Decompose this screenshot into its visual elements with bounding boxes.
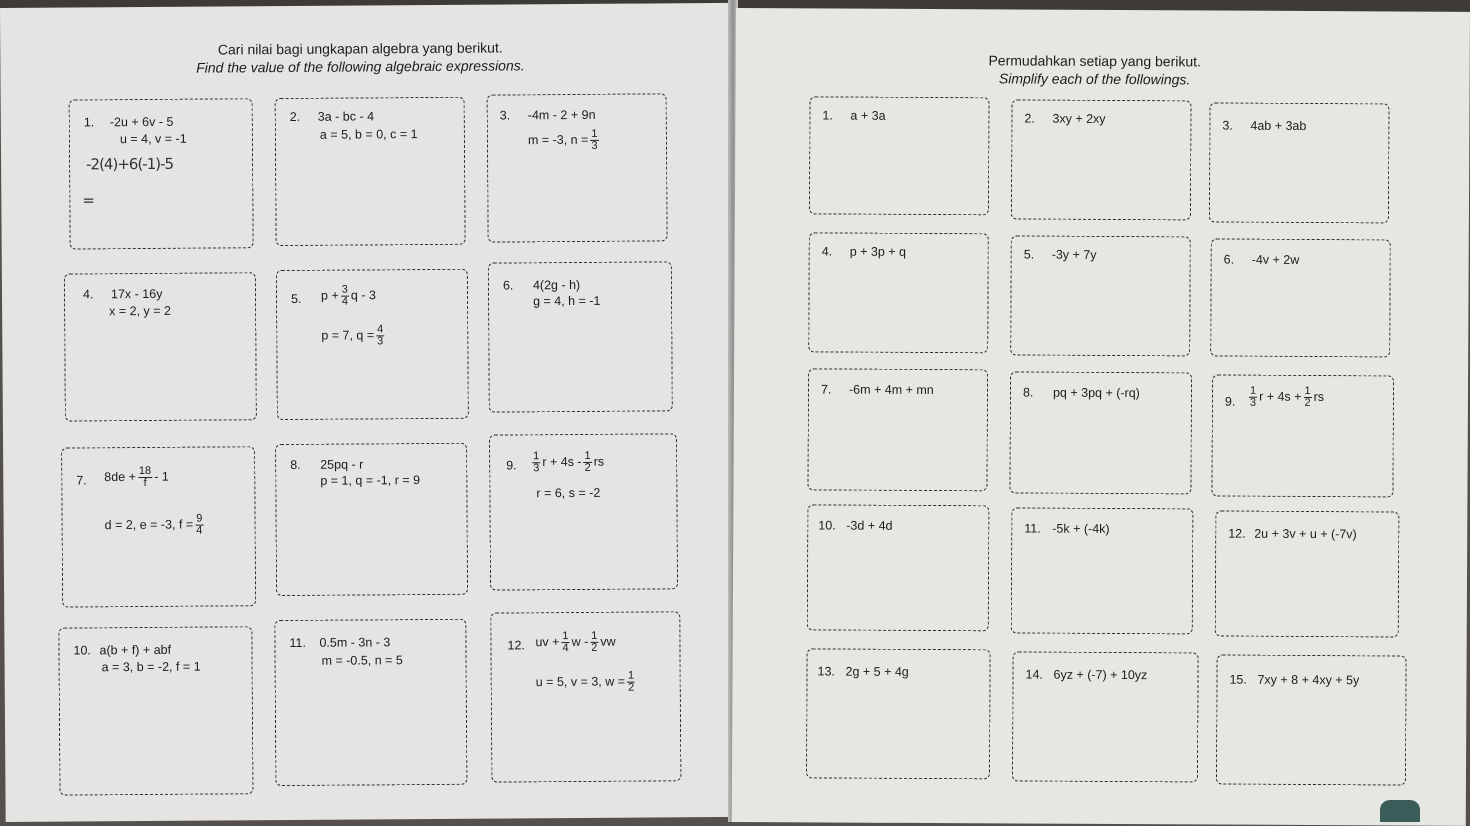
expression: -4m - 2 + 9n [527, 107, 596, 123]
given-values [105, 514, 206, 538]
expression [104, 466, 169, 489]
question-number: 2. [1024, 111, 1035, 126]
expression: -4v + 2w [1251, 252, 1300, 267]
expr-part: p + [320, 288, 339, 303]
question-number: 8. [1022, 385, 1034, 400]
expression: pq + 3pq + (-rq) [1052, 385, 1140, 401]
simplify-box-14[interactable] [1012, 651, 1199, 782]
denominator: 4 [341, 295, 348, 308]
fraction [376, 324, 384, 347]
question-box-6[interactable] [488, 261, 673, 412]
book-corner-decoration [1380, 800, 1420, 822]
expression [535, 631, 615, 655]
simplify-box-7[interactable] [807, 368, 988, 491]
denominator: 3 [1249, 396, 1257, 409]
right-header-english: Simplify each of the followings. [998, 70, 1191, 88]
question-number: 7. [820, 382, 832, 397]
given-values: p = 1, q = -1, r = 9 [320, 473, 421, 488]
question-number: 9. [1224, 394, 1236, 409]
fraction [341, 285, 349, 308]
given-values: m = -0.5, n = 5 [321, 653, 403, 668]
question-number: 3. [499, 108, 511, 123]
question-number: 5. [290, 291, 302, 306]
simplify-box-15[interactable] [1216, 655, 1407, 786]
fraction [195, 514, 203, 537]
question-number: 6. [1223, 252, 1235, 267]
simplify-box-11[interactable] [1011, 507, 1194, 634]
denominator: 3 [377, 335, 384, 348]
expression: 4ab + 3ab [1250, 118, 1307, 133]
question-number: 11. [1024, 521, 1041, 536]
question-number: 12. [1228, 526, 1246, 541]
expression: 2g + 5 + 4g [845, 664, 909, 679]
expr-part: r + 4s + [1259, 389, 1302, 404]
given-values [528, 129, 601, 153]
fraction [561, 631, 569, 654]
question-number: 8. [290, 457, 301, 472]
given-values: u = 4, v = -1 [119, 131, 187, 147]
numerator: 1 [1249, 384, 1257, 397]
simplify-box-5[interactable] [1010, 235, 1191, 356]
numerator: 1 [627, 669, 635, 682]
left-header-english: Find the value of the following algebraic expressions. [196, 57, 525, 76]
question-number: 5. [1023, 247, 1035, 262]
simplify-box-3[interactable] [1209, 102, 1390, 223]
expr-part: rs [1313, 389, 1325, 404]
numerator: 3 [341, 283, 348, 296]
expression: 0.5m - 3n - 3 [319, 635, 391, 650]
numerator: 1 [591, 629, 598, 642]
given-text: u = 5, v = 3, w = [535, 674, 626, 690]
question-box-10[interactable] [58, 626, 253, 795]
denominator: 2 [628, 681, 635, 694]
expression: 3xy + 2xy [1052, 111, 1106, 126]
right-page [732, 8, 1470, 826]
denominator: 3 [591, 139, 598, 152]
question-number: 11. [289, 635, 306, 650]
numerator: 1 [591, 127, 598, 140]
question-number: 3. [1222, 118, 1233, 133]
question-number: 13. [817, 664, 835, 679]
given-values: x = 2, y = 2 [109, 303, 172, 319]
expr-part: uv + [535, 634, 560, 650]
simplify-box-4[interactable] [808, 232, 989, 353]
fraction [1303, 386, 1311, 409]
question-number: 9. [506, 458, 517, 473]
question-number: 2. [289, 109, 301, 124]
question-box-5[interactable] [276, 269, 469, 420]
simplify-box-13[interactable] [806, 648, 991, 779]
denominator: 2 [1304, 396, 1311, 410]
expression [321, 284, 376, 307]
simplify-box-10[interactable] [807, 504, 990, 631]
given-values: r = 6, s = -2 [536, 485, 601, 501]
expression: a(b + f) + abf [99, 642, 172, 658]
question-number: 4. [82, 287, 94, 302]
expression: -2u + 6v - 5 [109, 114, 174, 130]
expr-part: vw [600, 634, 616, 649]
question-number: 1. [83, 115, 95, 130]
given-values: a = 3, b = -2, f = 1 [101, 659, 201, 675]
expression: p + 3p + q [849, 244, 907, 259]
simplify-box-12[interactable] [1215, 511, 1400, 638]
denominator: 3 [533, 462, 540, 475]
handwritten-equals: = [82, 191, 94, 210]
question-box-12[interactable] [490, 611, 681, 782]
expression: 3a - bc - 4 [317, 109, 375, 124]
expression: -6m + 4m + mn [848, 382, 934, 398]
expression: 7xy + 8 + 4xy + 5y [1257, 672, 1360, 688]
simplify-box-9[interactable] [1211, 374, 1394, 497]
expr-part: rs [593, 454, 605, 469]
question-box-2[interactable] [275, 97, 466, 246]
fraction [532, 451, 540, 474]
simplify-box-8[interactable] [1009, 371, 1192, 494]
given-text: p = 7, q = [321, 328, 375, 343]
expression: 6yz + (-7) + 10yz [1053, 667, 1148, 683]
question-number: 1. [822, 108, 833, 123]
question-number: 14. [1025, 667, 1043, 682]
expr-part: r + 4s - [542, 454, 582, 470]
expr-part: q - 3 [350, 288, 376, 303]
given-values: a = 5, b = 0, c = 1 [319, 127, 418, 142]
expression: a + 3a [850, 108, 886, 123]
denominator: 4 [196, 524, 203, 537]
question-number: 10. [73, 643, 91, 658]
expression [530, 451, 604, 475]
given-text: d = 2, e = -3, f = [104, 517, 194, 533]
simplify-box-2[interactable] [1011, 99, 1192, 220]
question-box-1[interactable] [69, 98, 254, 249]
fraction [590, 129, 598, 152]
expression: -3y + 7y [1051, 247, 1097, 262]
given-values [321, 324, 386, 347]
question-number: 15. [1229, 672, 1247, 687]
given-values: g = 4, h = -1 [533, 293, 601, 309]
expression: 2u + 3v + u + (-7v) [1254, 526, 1357, 542]
handwritten-working: -2(4)+6(-1)-5 [86, 154, 174, 174]
question-box-4[interactable] [64, 272, 257, 421]
numerator: 1 [562, 630, 569, 643]
question-box-7[interactable] [61, 446, 256, 607]
expression: 17x - 16y [110, 286, 163, 302]
fraction [1249, 386, 1257, 409]
denominator: 4 [562, 642, 569, 655]
given-values [536, 671, 638, 695]
given-text: m = -3, n = [527, 132, 589, 148]
expression: 25pq - r [320, 457, 364, 472]
question-box-9[interactable] [489, 433, 678, 590]
simplify-box-1[interactable] [809, 96, 990, 215]
numerator: 1 [533, 450, 540, 463]
fraction [590, 631, 598, 654]
numerator: 1 [1304, 384, 1311, 398]
fraction [583, 451, 591, 474]
expr-part: 8de + [104, 469, 136, 485]
question-number: 10. [818, 518, 836, 533]
denominator: 2 [591, 641, 598, 654]
question-number: 7. [76, 473, 87, 488]
expression: -5k + (-4k) [1052, 521, 1110, 536]
expr-part: - 1 [154, 469, 169, 484]
expression: -3d + 4d [846, 518, 893, 533]
right-header-malay: Permudahkan setiap yang berikut. [988, 52, 1202, 70]
question-box-11[interactable] [274, 619, 467, 786]
question-number: 4. [821, 244, 833, 259]
expression [1247, 386, 1324, 409]
question-box-8[interactable] [275, 443, 468, 596]
numerator: 1 [584, 449, 591, 462]
numerator: 18 [138, 464, 152, 478]
left-header [140, 38, 580, 77]
question-number: 6. [502, 278, 514, 293]
expr-part: w - [571, 634, 589, 649]
denominator: f [143, 476, 147, 490]
left-page [0, 3, 736, 822]
numerator: 9 [196, 512, 203, 525]
question-number: 12. [507, 638, 525, 653]
numerator: 4 [377, 323, 384, 336]
expression: 4(2g - h) [532, 277, 581, 293]
question-box-3[interactable] [487, 93, 668, 242]
denominator: 2 [584, 461, 591, 474]
simplify-box-6[interactable] [1210, 238, 1391, 357]
fraction [138, 466, 152, 489]
left-header-malay: Cari nilai bagi ungkapan algebra yang berikut. [217, 39, 503, 58]
fraction [627, 671, 635, 694]
right-header [930, 51, 1260, 89]
